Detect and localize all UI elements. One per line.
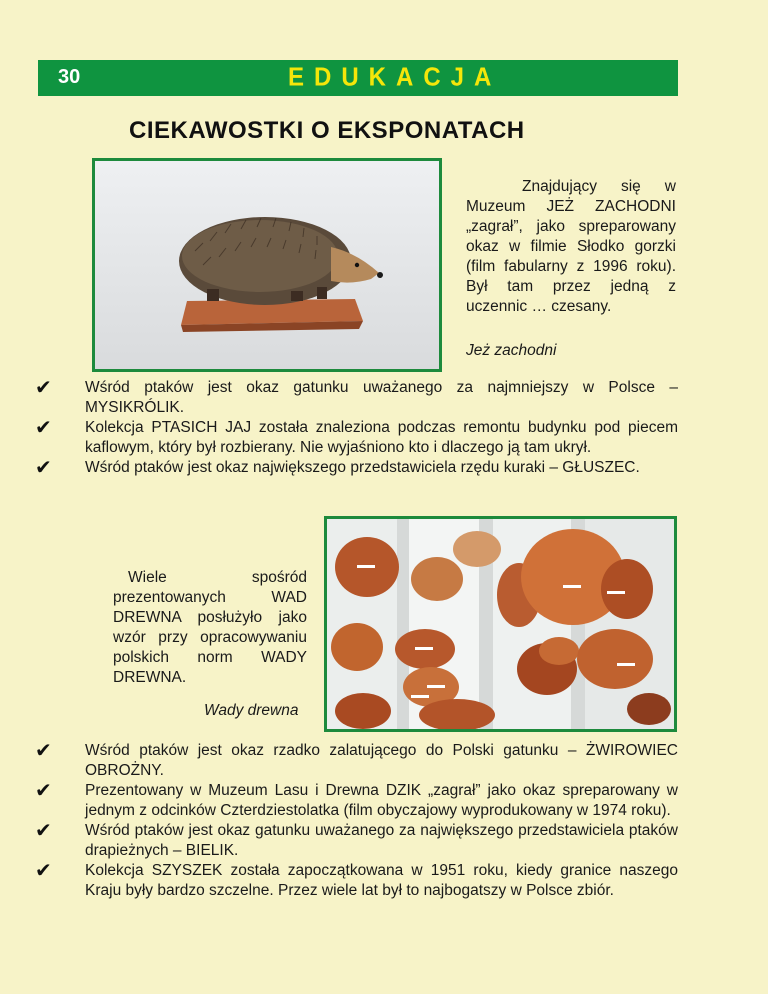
list-item <box>35 458 678 478</box>
list-item-text: Prezentowany w Muzeum Lasu i Drewna DZIK „zagrał” jako okaz spreparowany w jednym z odcinków Czterdziestolatka (film obyczajowy wyprodukowany w 1974 roku). <box>85 782 678 819</box>
check-icon: ✔ <box>35 457 52 479</box>
hedgehog-illustration <box>95 161 439 369</box>
list-item-text: Kolekcja PTASICH JAJ została znaleziona podczas remontu budynku pod piecem kaflowym, który był rozbierany. Nie wyjaśniono kto i dlaczego ją tam ukrył. <box>85 419 678 456</box>
list-item-text: Wśród ptaków jest okaz największego przedstawiciela rzędu kuraki – GŁUSZEC. <box>85 459 640 476</box>
check-icon: ✔ <box>35 417 52 439</box>
list-item <box>35 418 678 458</box>
check-icon: ✔ <box>35 780 52 802</box>
section-title: EDUKACJA <box>288 62 502 93</box>
check-icon: ✔ <box>35 740 52 762</box>
list-item-text: Wśród ptaków jest okaz gatunku uważanego za najmniejszy w Polsce – MYSIKRÓLIK. <box>85 379 678 416</box>
list-item <box>35 378 678 418</box>
hedgehog-photo <box>92 158 442 372</box>
check-icon: ✔ <box>35 820 52 842</box>
list-item <box>35 741 678 781</box>
wood-description <box>113 568 307 688</box>
page-number: 30 <box>58 66 81 88</box>
wood-illustration <box>327 519 674 729</box>
hedgehog-caption: Jeż zachodni <box>466 342 557 359</box>
facts-list-top <box>35 378 678 478</box>
facts-list-bottom <box>35 741 678 901</box>
wood-defects-photo <box>324 516 677 732</box>
list-item <box>35 781 678 821</box>
list-item <box>35 821 678 861</box>
wood-text: Wiele spośród prezentowanych WAD DREWNA posłużyło jako wzór przy opracowywaniu polskich norm WADY DREWNA. <box>113 569 307 686</box>
list-item <box>35 861 678 901</box>
check-icon: ✔ <box>35 860 52 882</box>
list-item-text: Wśród ptaków jest okaz gatunku uważanego za największego przedstawiciela ptaków drapieżnych – BIELIK. <box>85 822 678 859</box>
hedgehog-text: Znajdujący się w Muzeum JEŻ ZACHODNI „zagrał”, jako spreparowany okaz w filmie Słodko gorzki (film fabularny z 1996 roku). Był tam przez jedną z uczennic … czesany. <box>466 178 676 315</box>
list-item-text: Kolekcja SZYSZEK została zapoczątkowana w 1951 roku, kiedy granice naszego Kraju były bardzo szczelne. Przez wiele lat był to najbogatszy w Polsce zbiór. <box>85 862 678 899</box>
check-icon: ✔ <box>35 377 52 399</box>
list-item-text: Wśród ptaków jest okaz rzadko zalatującego do Polski gatunku – ŻWIROWIEC OBROŻNY. <box>85 742 678 779</box>
article-title: CIEKAWOSTKI O EKSPONATACH <box>129 117 525 144</box>
hedgehog-description <box>466 177 676 317</box>
wood-caption: Wady drewna <box>204 702 299 719</box>
